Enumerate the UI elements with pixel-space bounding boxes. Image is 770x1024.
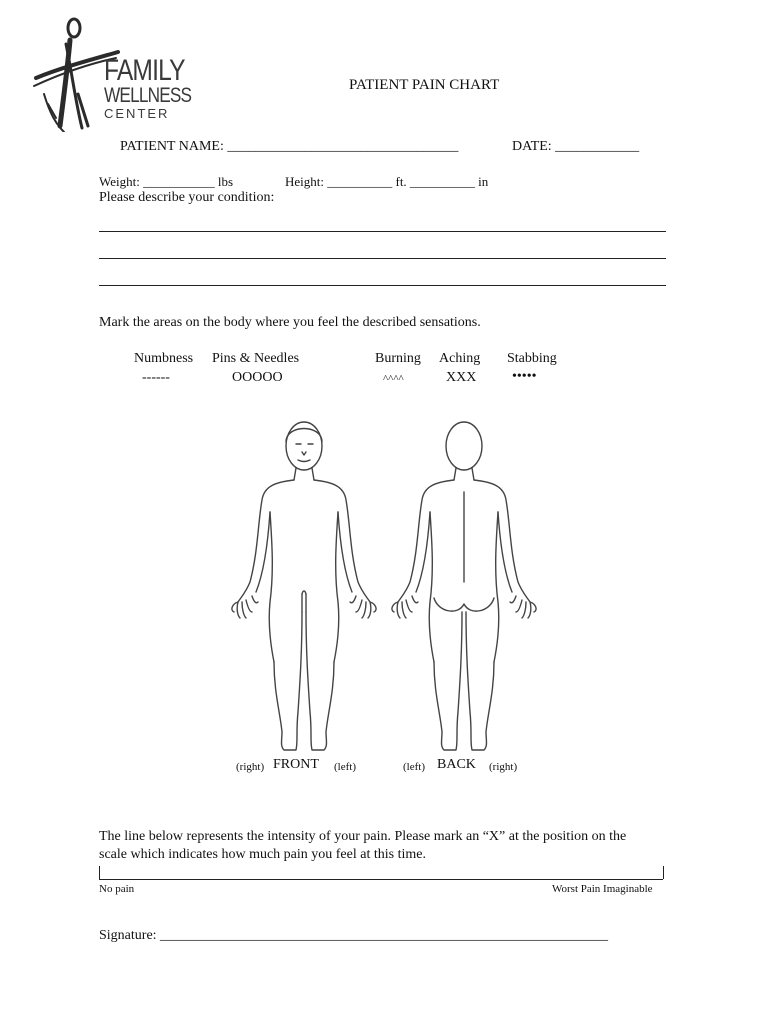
- scale-line[interactable]: [99, 879, 663, 880]
- legend-name-numbness: Numbness: [134, 351, 194, 366]
- date-field[interactable]: DATE: ____________: [512, 139, 640, 154]
- legend-name-burning: Burning: [375, 351, 421, 366]
- condition-line-1[interactable]: [99, 231, 666, 232]
- back-left-side-label: (left): [403, 761, 425, 773]
- legend-symbol-burning: ^^^^: [383, 373, 404, 385]
- scale-no-pain-label: No pain: [99, 883, 135, 895]
- back-right-side-label: (right): [489, 761, 518, 773]
- logo-wellness-text: WELLNESS: [104, 84, 192, 107]
- page-title: PATIENT PAIN CHART: [349, 77, 500, 93]
- patient-name-field[interactable]: PATIENT NAME: _________________________________: [120, 139, 459, 154]
- body-back-outline-icon[interactable]: [388, 412, 540, 752]
- describe-condition-label: Please describe your condition:: [99, 190, 275, 205]
- condition-line-3[interactable]: [99, 285, 666, 286]
- legend-name-stabbing: Stabbing: [507, 351, 557, 366]
- scale-right-tick: [663, 866, 664, 879]
- legend-symbol-pins-needles: OOOOO: [232, 370, 283, 385]
- condition-line-2[interactable]: [99, 258, 666, 259]
- weight-field[interactable]: Weight: ___________ lbs: [99, 174, 234, 189]
- back-label: BACK: [437, 757, 476, 772]
- legend-name-aching: Aching: [439, 351, 481, 366]
- scale-worst-pain-label: Worst Pain Imaginable: [552, 883, 653, 895]
- signature-field[interactable]: Signature: ________________________________________________________________: [99, 928, 609, 943]
- legend-symbol-numbness: ------: [142, 370, 170, 385]
- height-field[interactable]: Height: __________ ft. __________ in: [285, 174, 489, 189]
- logo-family-text: FAMILY: [104, 54, 185, 87]
- legend-symbol-aching: XXX: [446, 370, 477, 385]
- front-label: FRONT: [273, 757, 319, 772]
- scale-instructions-line-1: The line below represents the intensity of your pain. Please mark an “X” at the position on the: [99, 829, 627, 844]
- mark-instructions: Mark the areas on the body where you feel the described sensations.: [99, 315, 481, 330]
- legend-symbol-stabbing: •••••: [512, 369, 537, 384]
- front-right-side-label: (right): [236, 761, 265, 773]
- body-front-outline-icon[interactable]: [228, 412, 380, 752]
- scale-left-tick: [99, 866, 100, 879]
- logo-center-text: CENTER: [104, 106, 170, 121]
- front-left-side-label: (left): [334, 761, 356, 773]
- scale-instructions-line-2: scale which indicates how much pain you feel at this time.: [99, 847, 426, 862]
- legend-name-pins-needles: Pins & Needles: [212, 351, 300, 366]
